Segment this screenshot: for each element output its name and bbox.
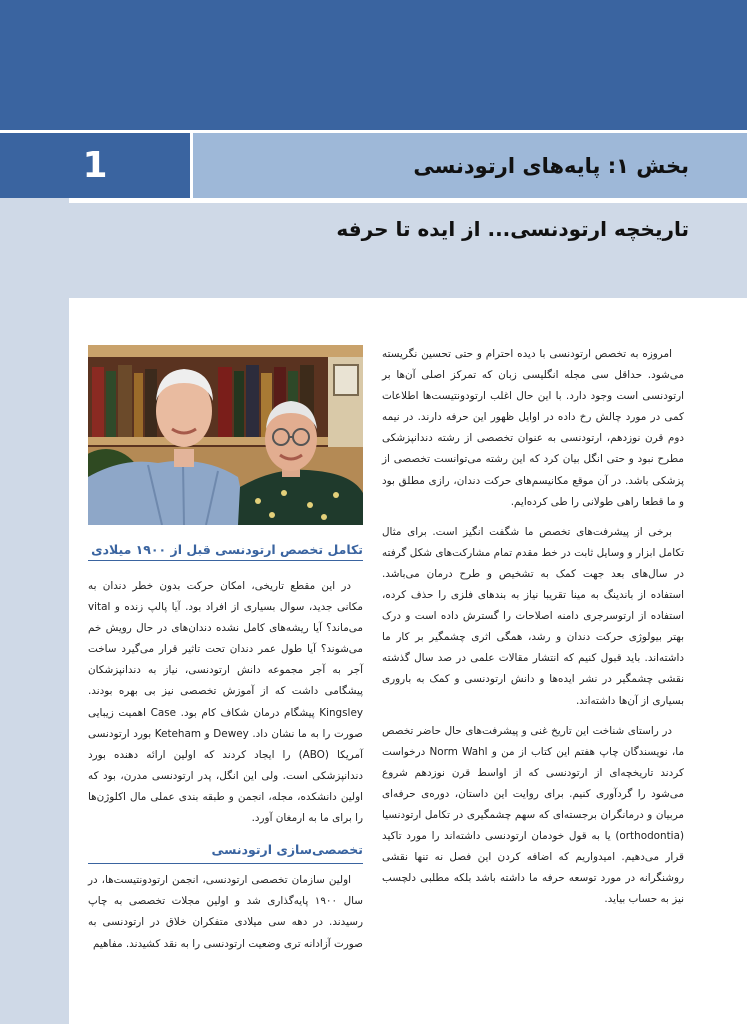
paragraph: اولین سازمان تخصصی ارتودنسی، انجمن ارتودونتیست‌ها، در سال ۱۹۰۰ پایه‌گذاری شد و اولین مجلات تخصصی به چاپ رسیدند. در دهه سی میلادی متفکران خلاق در ارتودنسی به صورت آزادانه تری وضعیت ارتودنسی را به نقد کشیدند. مفاهیم bbox=[88, 874, 363, 950]
paragraph: امروزه به تخصص ارتودنسی با دیده احترام و حتی تحسین نگریسته می‌شود. حداقل سی مجله انگلیسی زبان که تمرکز اصلی آن‌ها بر ارتودنسی است وجود دارد. با این حال اغلب ارتودونتیست‌ها اطلاعات کمی در مورد چالش رخ داده در اوایل ظهور این حرفه دارند. در نیمه دوم قرن نوزدهم، ارتودنسی به عنوان تخصصی از رشته دندانپزشکی مطرح نبود و حتی انگل بیان کرد که این رشته می‌توانست تخصصی از پزشکی باشد. در آن موقع مکانیسم‌های حرکت دندان، رازی مطلق بود و ما قطعا راهی طولانی را طی کرده‌ایم. bbox=[382, 348, 684, 508]
chapter-title-box bbox=[69, 203, 747, 298]
section-heading-specialization: تخصصی‌سازی ارتودنسی bbox=[88, 839, 363, 864]
paragraph: در راستای شناخت این تاریخ غنی و پیشرفت‌های حال حاضر تخصص ما، نویسندگان چاپ هفتم این کتاب از من و Norm Wahl درخواست کردند تاریخچه‌ای از ارتودنسی که از اواسط قرن نوزدهم شروع می‌شود را گردآوری کنیم. برای روایت این داستان، دوره‌ی حرفه‌ای مربیان و درمانگران برجسته‌ای که سهم چشمگیری در تکامل ارتودنسیا (orthodontia) یا به قول خودمان ارتودنسی داشته‌اند را مورد تاکید قرار می‌دهیم. امیدواریم که اضافه کردن این فصل نه تنها نقشی روشنگرانه در مورد توسعه حرفه ما داشته باشد بلکه مطلبی دلچسب نیز به حساب بیاید. bbox=[382, 724, 685, 906]
section-heading-history: تکامل تخصص ارتودنسی قبل از ۱۹۰۰ میلادی bbox=[88, 542, 363, 561]
section-number: 1 bbox=[0, 133, 193, 198]
paragraph: در این مقطع تاریخی، امکان حرکت بدون خطر دندان به مکانی جدید، سوال بسیاری از افراد بود. آیا پالپ زنده و vital می‌ماند؟ آیا ریشه‌های کامل نشده دندان‌های در حال رویش خم می‌شوند؟ آیا طول عمر دندان تحت تاثیر قرار می‌گیرد ساخت آجر به آجر مجموعه دانش ارتودنسی، نیاز به دندانپزشکان پیشگامی داشت که از آموزش تخصصی نیز بی بهره بودند. Kingsley پیشگام درمان شکاف کام بود. Case اهمیت زیبایی صورت را به ما نشان داد. Dewey و Keteham بورد ارتودنسی آمریکا (ABO) را ایجاد کردند که اولین ارائه دهنده بورد دندانپزشکی است. ولی این انگل، پدر ارتودنسی مدرن، بود که اولین دانشکده، مجله، انجمن و طبقه بندی عملی مال اکلوژن‌ها را برای ما به ارمغان آورد. bbox=[88, 580, 364, 825]
section-title-box bbox=[193, 133, 747, 198]
portrait-photo-two-men-icon bbox=[88, 345, 363, 525]
paragraph: برخی از پیشرفت‌های تخصص ما شگفت انگیز است. برای مثال تکامل ابزار و وسایل ثابت در خط مقدم تمام مشارکت‌های شکل گرفته در سال‌های بعد جهت کمک به تشخیص و طرح درمان می‌باشد. استفاده از باندینگ به مینا تقریبا نیاز به بندهای فلزی را حذف کرده، استفاده از ارتوسرجری دامنه اصلاحات را گسترش داده است و درک بهتر بیولوژی حرکت دندان و رشد، همگی اثری چشمگیر بر کار ما داشته‌اند. باید قبول کنیم که انتشار مقالات علمی در صد سال گذشته نقشی چشمگیر در نشر ایده‌ها و دانش ارتودنسی و کمک به باروری بسیاری از آن‌ها داشته‌اند. bbox=[382, 525, 684, 707]
header-band bbox=[0, 0, 747, 130]
side-strip bbox=[0, 198, 69, 1024]
chapter-title: تاریخچه ارتودنسی... از ایده تا حرفه bbox=[336, 217, 689, 241]
left-column bbox=[88, 576, 363, 964]
right-column bbox=[382, 344, 684, 919]
section-title: بخش ۱: پایه‌های ارتودنسی bbox=[413, 153, 689, 178]
